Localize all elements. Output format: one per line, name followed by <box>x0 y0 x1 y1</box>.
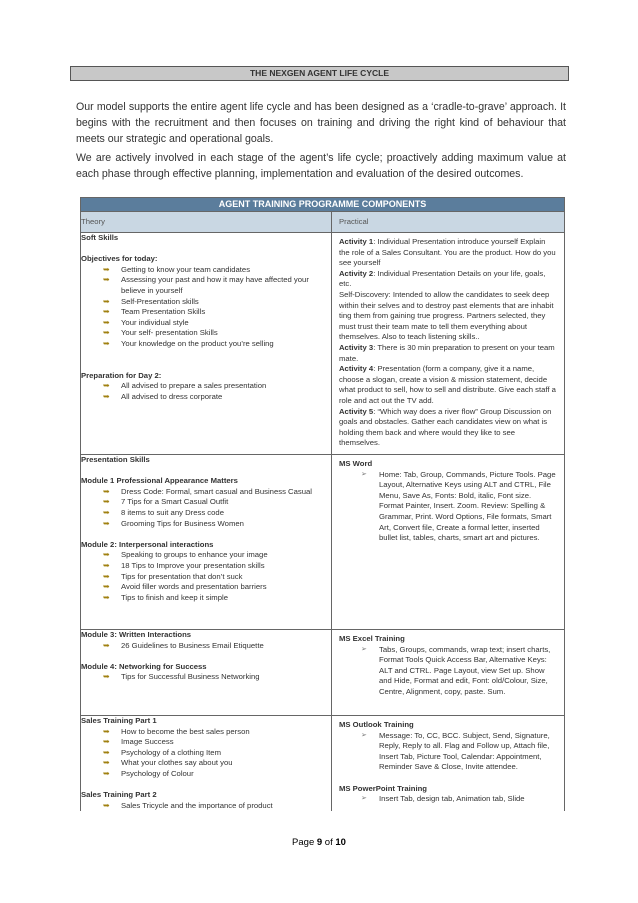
theory-cell <box>81 630 332 716</box>
list-item: ➥ Your self- presentation Skills <box>103 328 218 338</box>
arrow-bullet-icon: ➥ <box>103 328 110 338</box>
list-item: ➢ Insert Tab, design tab, Animation tab, Slide <box>361 794 525 804</box>
arrow-bullet-icon: ➥ <box>103 296 110 306</box>
intro-paragraph-2: We are actively involved in each stage of the agent’s life cycle; proactively adding maximum value at each phase through effective planning, implementation and evaluation of the desired outcomes. <box>76 152 566 180</box>
activity-entry: Activity 1: Individual Presentation introduce yourself Explain the role of a Sales Consultant. You are the product. How do you see yourself <box>339 237 556 268</box>
table-row <box>81 233 565 455</box>
section-heading: Module 1 Professional Appearance Matters <box>81 476 238 486</box>
activity-entry: Activity 2: Individual Presentation Details on your life, goals, etc. <box>339 268 546 289</box>
arrow-bullet-icon: ➥ <box>103 592 110 602</box>
list-item: ➥ Tips to finish and keep it simple <box>103 592 228 602</box>
arrow-bullet-icon: ➥ <box>103 550 110 560</box>
arrow-bullet-icon: ➥ <box>103 768 110 778</box>
sales-part1-list <box>81 727 331 780</box>
arrow-bullet-icon: ➥ <box>103 497 110 507</box>
practical-cell <box>332 630 565 716</box>
arrow-bullet-icon: ➥ <box>103 640 110 650</box>
list-item: ➥ 18 Tips to Improve your presentation skills <box>103 560 265 570</box>
section-heading: MS Outlook Training <box>339 720 414 729</box>
arrow-bullet-icon: ➥ <box>103 518 110 528</box>
section-heading: MS Excel Training <box>339 634 405 643</box>
column-header-practical: Practical <box>332 212 565 233</box>
section-heading: Module 3: Written Interactions <box>81 630 192 639</box>
arrow-bullet-icon: ➥ <box>103 582 110 592</box>
ms-powerpoint-list <box>339 794 556 805</box>
preparation-list <box>81 381 331 402</box>
list-item: ➥ 7 Tips for a Smart Casual Outfit <box>103 497 229 507</box>
section-heading: Preparation for Day 2: <box>81 370 162 380</box>
list-item: ➥ Tips for presentation that don’t suck <box>103 571 243 581</box>
bullet-icon: ➢ <box>361 731 367 739</box>
list-item: ➥ Psychology of Colour <box>103 768 194 778</box>
list-item: ➥ Psychology of a clothing Item <box>103 747 221 757</box>
bullet-icon: ➢ <box>361 645 367 653</box>
list-item: ➥ Speaking to groups to enhance your image <box>103 550 268 560</box>
section-heading: Sales Training Part 2 <box>81 790 157 800</box>
list-item: ➥ Tips for Successful Business Networking <box>103 672 260 682</box>
arrow-bullet-icon: ➥ <box>103 486 110 496</box>
ms-excel-list <box>339 645 556 698</box>
objectives-list <box>81 265 331 350</box>
intro-paragraph-1: Our model supports the entire agent life cycle and has been designed as a ‘cradle-to-grave’ approach. It begins with the recruitment and then focuses on training and driving the right kind of behaviour that meets our strategic and operational goals. <box>76 101 566 145</box>
module3-list <box>81 641 331 652</box>
theory-cell <box>81 716 332 812</box>
list-item: ➥ Assessing your past and how it may have affected your believe in yourself <box>103 275 309 295</box>
arrow-bullet-icon: ➥ <box>103 758 110 768</box>
list-item: ➥ Self-Presentation skills <box>103 296 199 306</box>
module1-list <box>81 487 331 529</box>
list-item: ➥ All advised to dress corporate <box>103 391 223 401</box>
arrow-bullet-icon: ➥ <box>103 317 110 327</box>
theory-cell <box>81 455 332 630</box>
list-item: ➥ Your individual style <box>103 317 189 327</box>
theory-cell <box>81 233 332 455</box>
practical-cell <box>332 716 565 812</box>
activity-entry: Activity 4: Presentation (form a company, give it a name, choose a slogan, create a vision & mission statement, decide what product to sell, how to sell and distribute. Give each staff a role and act out the TV add. <box>339 364 556 405</box>
list-item: ➥ How to become the best sales person <box>103 726 250 736</box>
section-heading: Module 2: Interpersonal interactions <box>81 539 214 549</box>
list-item: ➢ Tabs, Groups, commands, wrap text; insert charts, Format Tools Quick Access Bar, Alternative Keys: ALT and CTRL. Page Layout, view Set up. Show and Hide, Format and edit, Font: old/Colour, Size, Centre, Alignment, copy, paste. Sum. <box>361 644 551 696</box>
arrow-bullet-icon: ➥ <box>103 381 110 391</box>
list-item: ➥ Team Presentation Skills <box>103 307 206 317</box>
activity-entry: Activity 5: “Which way does a river flow” Group Discussion on goals and obstacles. Gather each candidates view on what is holding them back and where would they like to see themselves. <box>339 406 552 448</box>
column-header-theory: Theory <box>81 212 332 233</box>
section-heading: Presentation Skills <box>81 455 150 464</box>
list-item: ➥ Your knowledge on the product you’re selling <box>103 338 274 348</box>
table-row <box>81 630 565 716</box>
arrow-bullet-icon: ➥ <box>103 507 110 517</box>
practical-cell <box>332 233 565 455</box>
section-heading: Module 4: Networking for Success <box>81 661 207 671</box>
section-heading: MS PowerPoint Training <box>339 783 427 793</box>
list-item: ➢ Home: Tab, Group, Commands, Picture Tools. Page Layout, Alternative Keys using ALT and CTRL, File Menu, Save As, Fonts: Bold, italic, Font size. Format Painter, Insert. Zoom. Review: Spelling & Grammar, Print. Word Options, File formats, Smart Art, Convert file, Create a formal letter, inserted bullet list, tables, charts, smart art and pictures. <box>361 469 556 543</box>
list-item: ➥ 26 Guidelines to Business Email Etiquette <box>103 640 264 650</box>
page-number: Page 9 of 10 <box>292 837 346 848</box>
list-item: ➥ Grooming Tips for Business Women <box>103 518 244 528</box>
bullet-icon: ➢ <box>361 470 367 478</box>
list-item: ➥ All advised to prepare a sales presentation <box>103 381 267 391</box>
list-item: ➥ 8 items to suit any Dress code <box>103 507 224 517</box>
activity-entry: Activity 3: There is 30 min preparation to present on your team mate. <box>339 342 555 363</box>
list-item: ➥ Image Success <box>103 737 174 747</box>
arrow-bullet-icon: ➥ <box>103 307 110 317</box>
table-row <box>81 455 565 630</box>
sales-part2-list <box>81 801 331 812</box>
list-item: ➥ Dress Code: Formal, smart casual and Business Casual <box>103 486 312 496</box>
arrow-bullet-icon: ➥ <box>103 571 110 581</box>
practical-cell <box>332 455 565 630</box>
section-heading: Sales Training Part 1 <box>81 716 157 725</box>
module4-list <box>81 672 331 683</box>
arrow-bullet-icon: ➥ <box>103 726 110 736</box>
arrow-bullet-icon: ➥ <box>103 391 110 401</box>
arrow-bullet-icon: ➥ <box>103 264 110 274</box>
arrow-bullet-icon: ➥ <box>103 747 110 757</box>
module2-list <box>81 550 331 603</box>
arrow-bullet-icon: ➥ <box>103 338 110 348</box>
training-programme-table <box>80 197 565 811</box>
list-item: ➢ Message: To, CC, BCC. Subject, Send, Signature, Reply, Reply to all. Flag and Follow up, Attach file, Insert Tab, Picture Tool, Calendar: Appointment, Reminder Save & Close, Invite attendee. <box>361 730 550 772</box>
table-title: AGENT TRAINING PROGRAMME COMPONENTS <box>81 198 565 212</box>
arrow-bullet-icon: ➥ <box>103 737 110 747</box>
arrow-bullet-icon: ➥ <box>103 800 110 810</box>
section-heading: MS Word <box>339 459 373 468</box>
activity-entry: Self-Discovery: Intended to allow the candidates to seek deep within their selves and to destroy past elements that are inhabit ting them from gaining true progress. Partners selected, they must trust their team mate to tell them everything about themselves. Also to teach listening skills.. <box>339 289 554 342</box>
list-item: ➥ Getting to know your team candidates <box>103 264 251 274</box>
arrow-bullet-icon: ➥ <box>103 672 110 682</box>
ms-outlook-list <box>339 731 556 773</box>
bullet-icon: ➢ <box>361 795 367 803</box>
list-item: ➥ Avoid filler words and presentation barriers <box>103 582 267 592</box>
arrow-bullet-icon: ➥ <box>103 560 110 570</box>
arrow-bullet-icon: ➥ <box>103 275 110 285</box>
ms-word-list <box>339 470 556 544</box>
list-item: ➥ What your clothes say about you <box>103 758 233 768</box>
table-row <box>81 716 565 812</box>
list-item: ➥ Sales Tricycle and the importance of product <box>103 800 273 810</box>
section-heading: Objectives for today: <box>81 254 158 264</box>
section-heading: Soft Skills <box>81 233 119 242</box>
page-title: THE NEXGEN AGENT LIFE CYCLE <box>70 66 569 81</box>
